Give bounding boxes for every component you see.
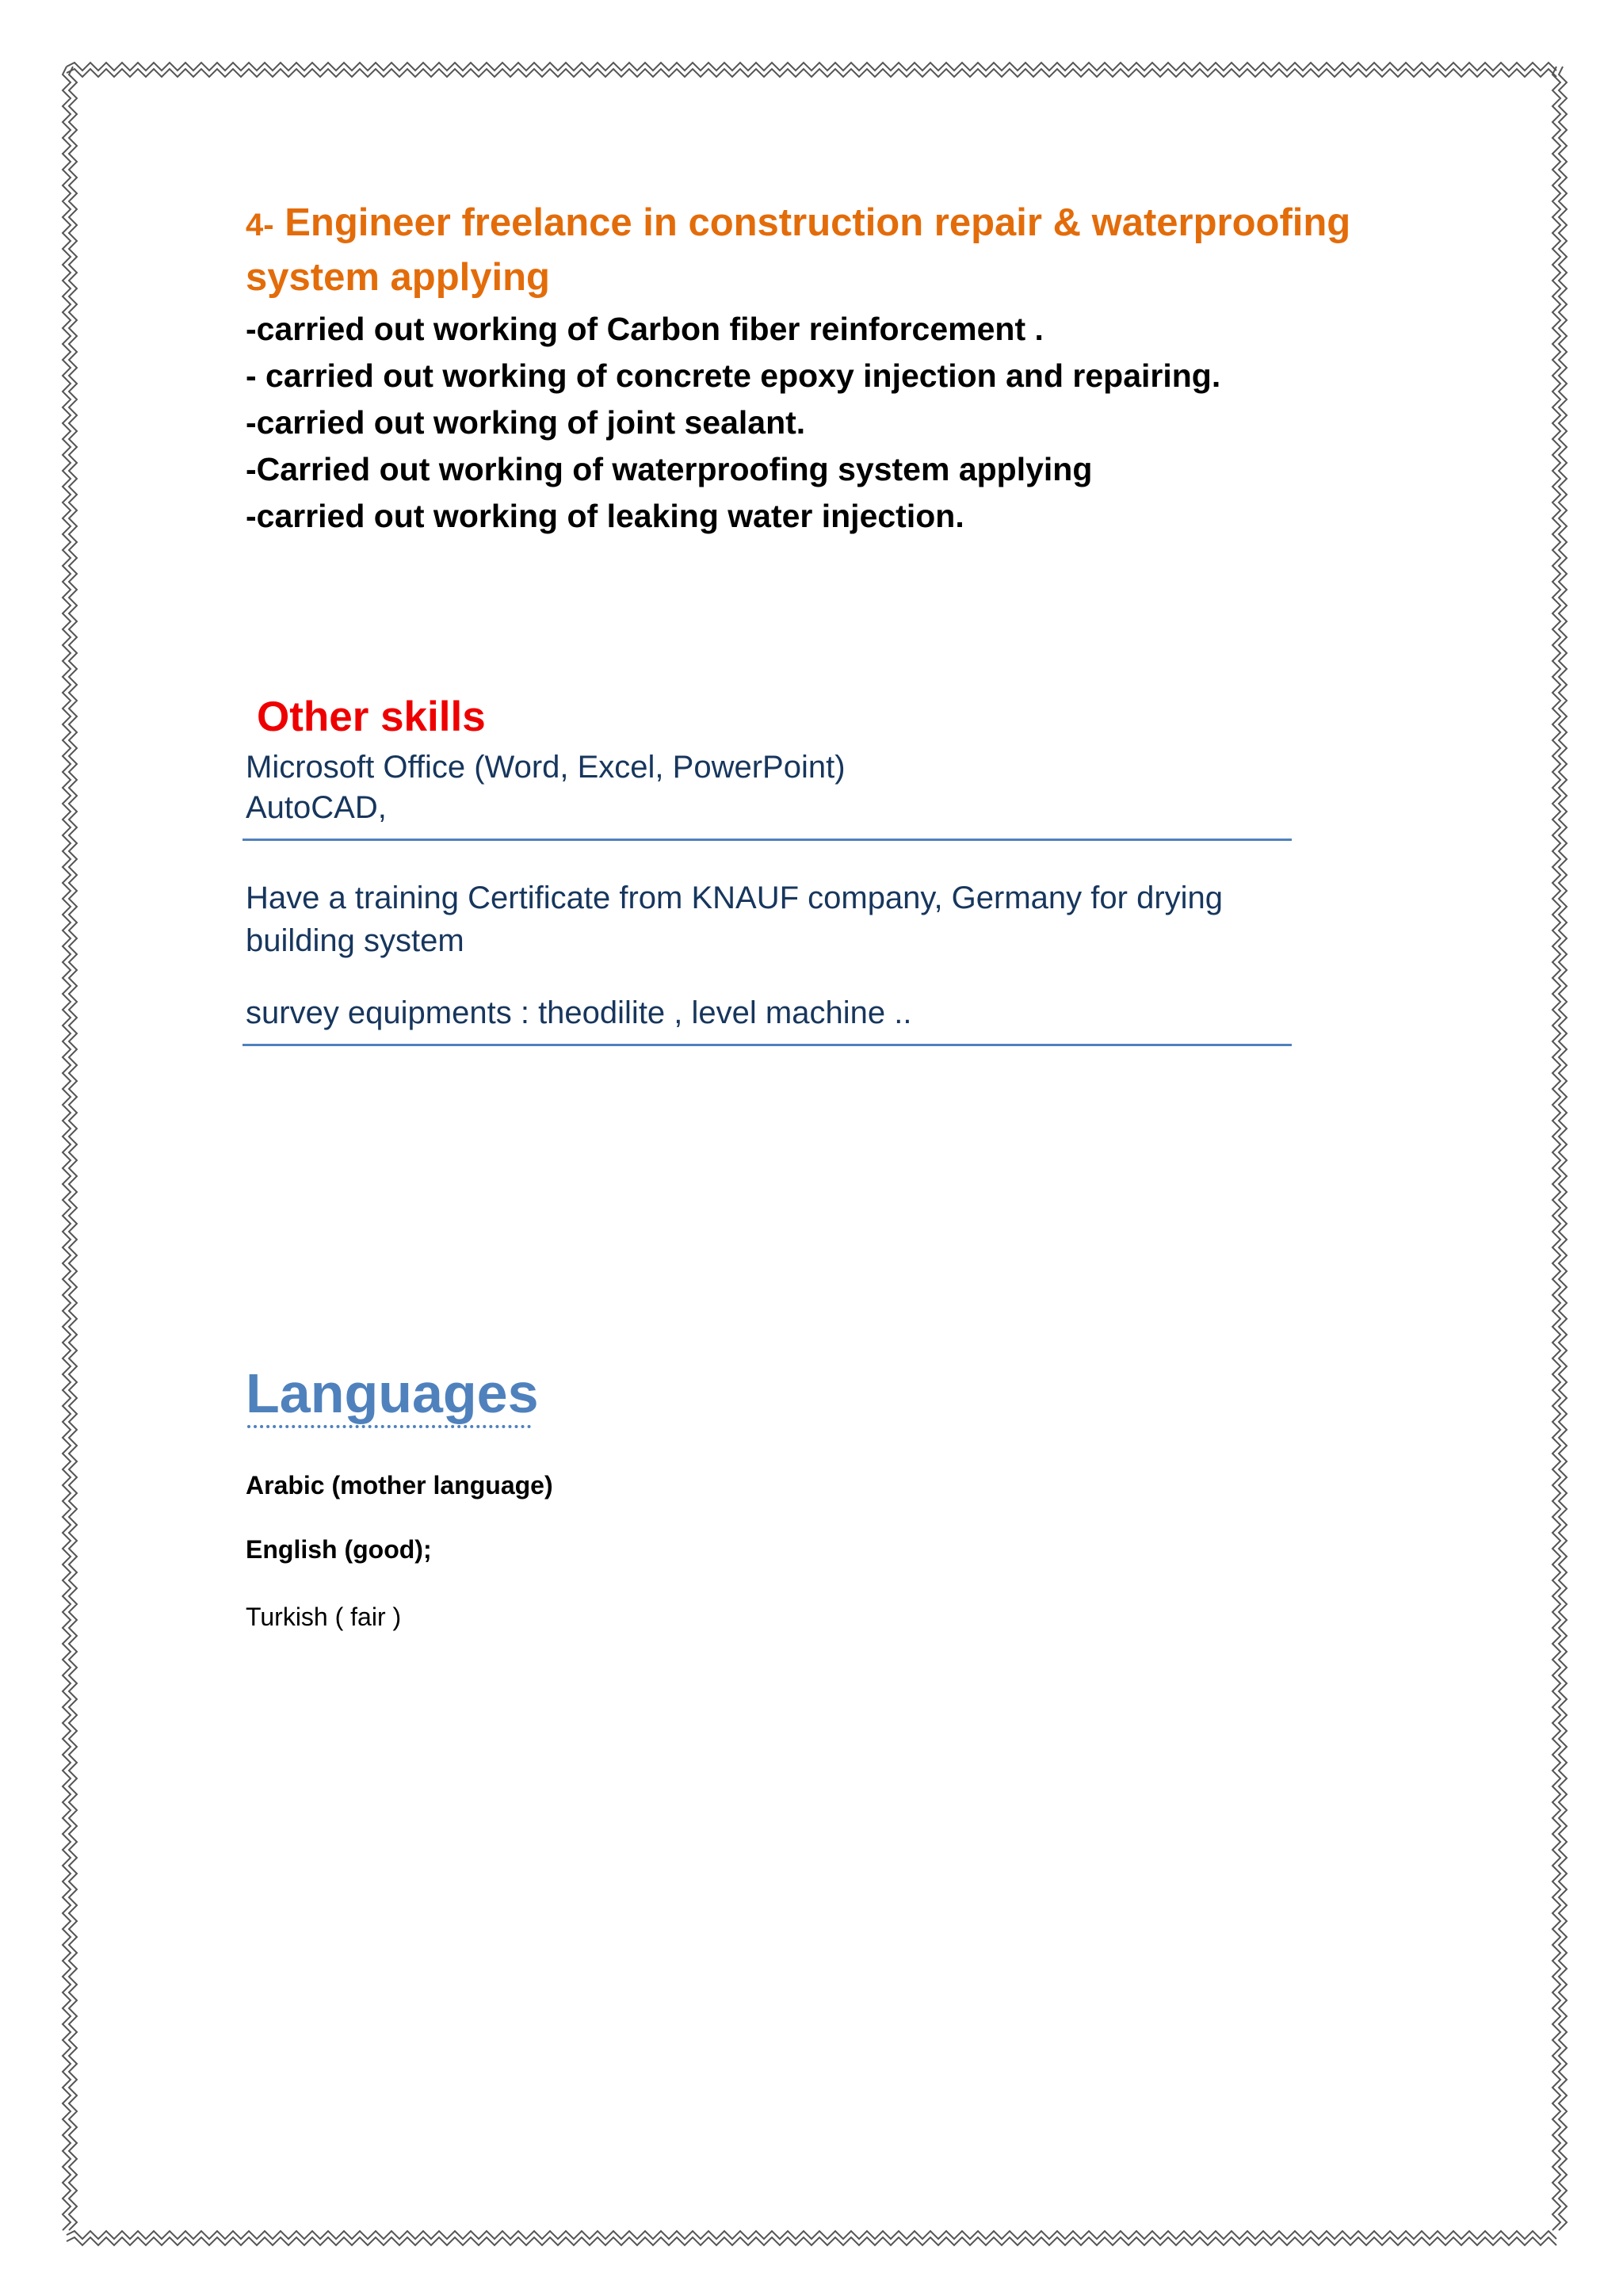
skill-software-line: AutoCAD, [246, 790, 387, 825]
languages-heading: Languages [246, 1362, 539, 1424]
experience-duties-list [246, 306, 1220, 540]
language-english: English (good); [246, 1535, 432, 1564]
duty-item: - carried out working of concrete epoxy injection and repairing. [246, 357, 1221, 394]
experience-number: 4- [246, 208, 274, 243]
skill-survey-line: survey equipments : theodilite , level machine .. [246, 995, 912, 1030]
duty-item: -carried out working of leaking water injection. [246, 498, 964, 534]
section-divider [242, 1044, 1292, 1046]
language-turkish: Turkish ( fair ) [246, 1603, 402, 1631]
other-skills-heading: Other skills [257, 693, 486, 740]
experience-title [246, 197, 1371, 304]
skill-software-line: Microsoft Office (Word, Excel, PowerPoint) [246, 750, 846, 785]
section-divider [242, 839, 1292, 841]
skill-training-line: Have a training Certificate from KNAUF company, Germany for drying [246, 881, 1224, 915]
duty-item: -Carried out working of waterproofing system applying [246, 451, 1093, 487]
language-arabic: Arabic (mother language) [246, 1471, 553, 1499]
duty-item: -carried out working of Carbon fiber reinforcement . [246, 311, 1044, 347]
skill-training-line: building system [246, 923, 464, 958]
experience-title-text: Engineer freelance in construction repair & waterproofing system applying [246, 201, 1351, 299]
languages-heading-underline [247, 1425, 531, 1428]
duty-item: -carried out working of joint sealant. [246, 404, 806, 441]
